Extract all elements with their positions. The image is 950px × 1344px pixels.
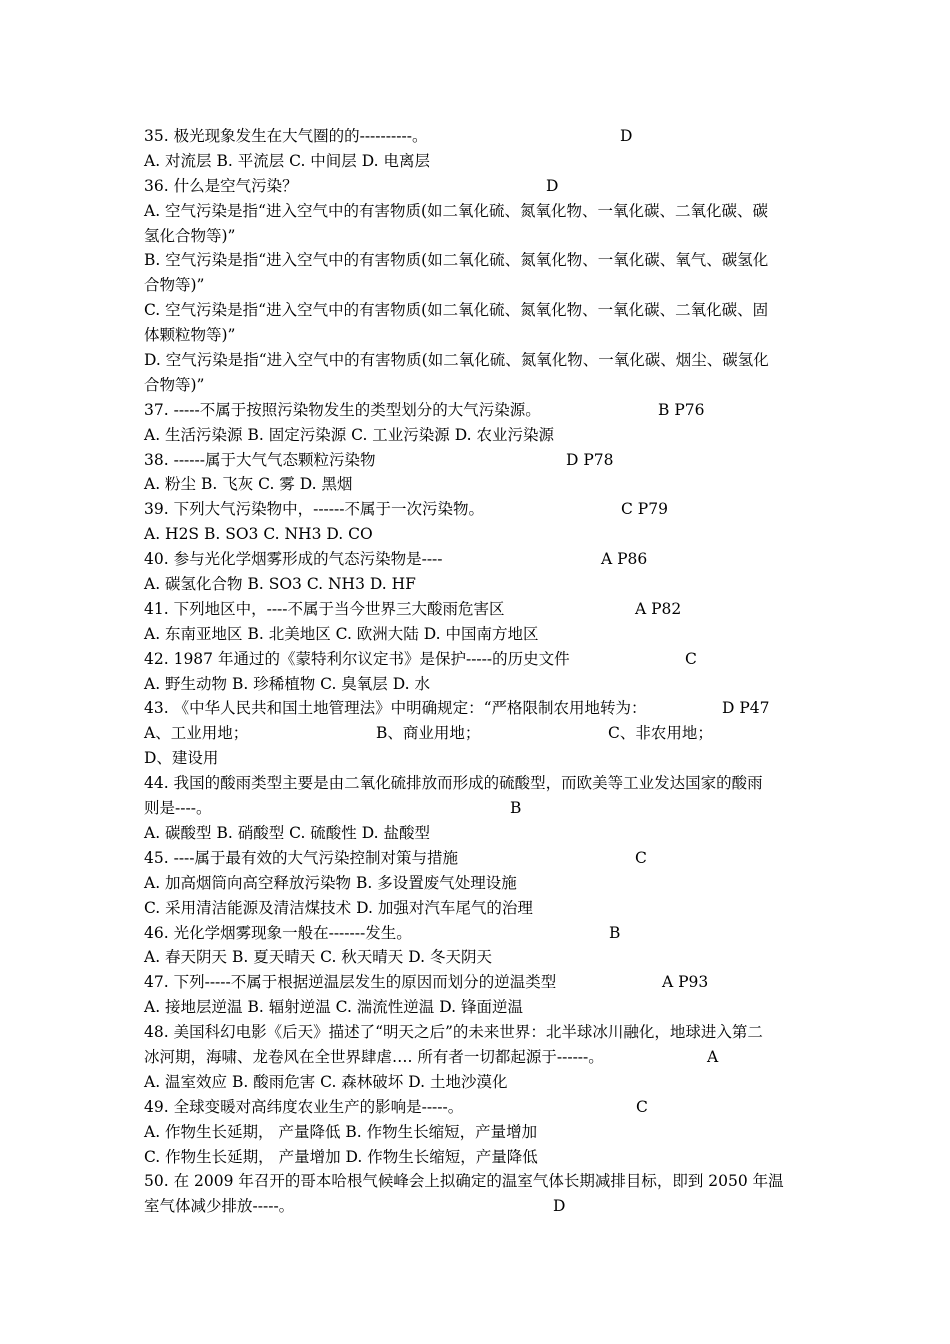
text-line	[144, 224, 810, 249]
text-line	[144, 1169, 810, 1194]
line-text: 体颗粒物等)”	[144, 326, 236, 345]
answer-key: D	[620, 127, 633, 145]
line-text: A. 接地层逆温 B. 辐射逆温 C. 湍流性逆温 D. 锋面逆温	[144, 998, 523, 1017]
line-text: 冰河期，海啸、龙卷风在全世界肆虐…. 所有者一切都起源于------。	[144, 1047, 604, 1066]
line-text: D、建设用	[144, 749, 219, 768]
line-text: A. 粉尘 B. 飞灰 C. 雾 D. 黑烟	[144, 475, 353, 494]
answer-key: C	[636, 1097, 648, 1116]
line-text: 47. 下列-----不属于根据逆温层发生的原因而划分的逆温类型	[144, 973, 557, 992]
line-text: 35. 极光现象发生在大气圈的的----------。	[144, 127, 428, 145]
text-line	[144, 1095, 810, 1120]
line-text: 则是----。	[144, 799, 212, 818]
line-text: A. 春天阴天 B. 夏天晴天 C. 秋天晴天 D. 冬天阴天	[144, 948, 492, 967]
text-line	[144, 124, 810, 149]
line-text: C. 作物生长延期， 产量增加 D. 作物生长缩短，产量降低	[144, 1147, 538, 1166]
text-line	[144, 497, 810, 522]
text-line	[144, 149, 810, 174]
line-text: D. 空气污染是指“进入空气中的有害物质(如二氧化硫、氮氧化物、一氧化碳、烟尘、碳氢化	[144, 351, 769, 370]
text-line	[144, 622, 810, 647]
line-text: C. 采用清洁能源及清洁煤技术 D. 加强对汽车尾气的治理	[144, 898, 533, 917]
text-line	[144, 472, 810, 497]
line-text: A. 东南亚地区 B. 北美地区 C. 欧洲大陆 D. 中国南方地区	[144, 624, 539, 643]
text-line	[144, 348, 810, 373]
text-line	[144, 597, 810, 622]
answer-key: D	[553, 1197, 566, 1216]
line-text: 38. ------属于大气气态颗粒污染物	[144, 450, 376, 469]
line-text: 41. 下列地区中，----不属于当今世界三大酸雨危害区	[144, 599, 505, 618]
option-text: A、工业用地；	[144, 724, 249, 743]
answer-key: A P93	[662, 973, 709, 992]
text-line	[144, 647, 810, 672]
line-text: 44. 我国的酸雨类型主要是由二氧化硫排放而形成的硫酸型，而欧美等工业发达国家的酸雨	[144, 774, 763, 793]
text-line	[144, 199, 810, 224]
text-line	[144, 672, 810, 697]
text-line	[144, 1070, 810, 1095]
text-line	[144, 1045, 810, 1070]
text-line	[144, 1120, 810, 1145]
text-line	[144, 547, 810, 572]
line-text: A. 碳酸型 B. 硝酸型 C. 硫酸性 D. 盐酸型	[144, 823, 430, 842]
line-text: A. 生活污染源 B. 固定污染源 C. 工业污染源 D. 农业污染源	[144, 425, 554, 444]
line-text: 48. 美国科幻电影《后天》描述了“明天之后”的未来世界：北半球冰川融化，地球进入第二	[144, 1023, 763, 1042]
answer-key: C	[685, 649, 697, 668]
text-line	[144, 273, 810, 298]
answer-key: A P86	[601, 550, 648, 569]
text-line	[144, 423, 810, 448]
answer-key: B	[609, 923, 621, 942]
line-text: A. 对流层 B. 平流层 C. 中间层 D. 电离层	[144, 151, 430, 170]
text-line	[144, 746, 810, 771]
text-line	[144, 522, 810, 547]
text-line	[144, 448, 810, 473]
answer-key: D P78	[566, 450, 614, 469]
option-row	[144, 721, 810, 746]
text-line	[144, 821, 810, 846]
line-text: 室气体减少排放-----。	[144, 1197, 295, 1216]
text-line	[144, 796, 810, 821]
line-text: A. 加高烟筒向高空释放污染物 B. 多设置废气处理设施	[144, 873, 517, 892]
text-line	[144, 871, 810, 896]
text-line	[144, 896, 810, 921]
line-text: 39. 下列大气污染物中，------不属于一次污染物。	[144, 500, 485, 519]
text-line	[144, 696, 810, 721]
line-text: 43. 《中华人民共和国土地管理法》中明确规定：“严格限制农用地转为：	[144, 699, 647, 718]
line-text: 40. 参与光化学烟雾形成的气态污染物是----	[144, 550, 443, 569]
text-line	[144, 771, 810, 796]
text-line	[144, 1145, 810, 1170]
text-line	[144, 373, 810, 398]
text-line	[144, 921, 810, 946]
option-text: B、商业用地；	[376, 724, 481, 743]
text-line	[144, 248, 810, 273]
line-text: 50. 在 2009 年召开的哥本哈根气候峰会上拟确定的温室气体长期减排目标，即到 2050 年温	[144, 1172, 784, 1191]
line-text: 45. ----属于最有效的大气污染控制对策与措施	[144, 848, 459, 867]
line-text: 氢化合物等)”	[144, 226, 236, 245]
text-line	[144, 970, 810, 995]
question-list	[144, 124, 810, 1219]
line-text: 42. 1987 年通过的《蒙特利尔议定书》是保护-----的历史文件	[144, 649, 570, 668]
answer-key: D P47	[722, 699, 770, 718]
text-line	[144, 174, 810, 199]
text-line	[144, 1194, 810, 1219]
answer-key: A P82	[635, 599, 682, 618]
line-text: 49. 全球变暖对高纬度农业生产的影响是-----。	[144, 1097, 464, 1116]
line-text: 合物等)”	[144, 375, 205, 394]
answer-key: C	[635, 848, 647, 867]
line-text: 合物等)”	[144, 276, 205, 295]
text-line	[144, 398, 810, 423]
text-line	[144, 1020, 810, 1045]
answer-key: B P76	[658, 400, 705, 419]
line-text: A. 作物生长延期， 产量降低 B. 作物生长缩短，产量增加	[144, 1122, 538, 1141]
text-line	[144, 995, 810, 1020]
line-text: A. 野生动物 B. 珍稀植物 C. 臭氧层 D. 水	[144, 674, 430, 693]
line-text: B. 空气污染是指“进入空气中的有害物质(如二氧化硫、氮氧化物、一氧化碳、氧气、碳氢化	[144, 251, 769, 270]
answer-key: A	[707, 1047, 719, 1066]
option-text: C、非农用地；	[608, 724, 713, 743]
line-text: A. 温室效应 B. 酸雨危害 C. 森林破坏 D. 土地沙漠化	[144, 1072, 508, 1091]
line-text: A. 碳氢化合物 B. SO3 C. NH3 D. HF	[144, 575, 416, 594]
answer-key: D	[546, 176, 559, 195]
answer-key: C P79	[621, 500, 668, 519]
text-line	[144, 323, 810, 348]
text-line	[144, 572, 810, 597]
answer-key: B	[510, 799, 522, 818]
text-line	[144, 945, 810, 970]
line-text: 46. 光化学烟雾现象一般在-------发生。	[144, 923, 412, 942]
line-text: 37. -----不属于按照污染物发生的类型划分的大气污染源。	[144, 400, 541, 419]
text-line	[144, 846, 810, 871]
text-line	[144, 298, 810, 323]
line-text: A. H2S B. SO3 C. NH3 D. CO	[144, 525, 373, 544]
line-text: C. 空气污染是指“进入空气中的有害物质(如二氧化硫、氮氧化物、一氧化碳、二氧化碳、固	[144, 301, 769, 320]
line-text: A. 空气污染是指“进入空气中的有害物质(如二氧化硫、氮氧化物、一氧化碳、二氧化碳、碳	[144, 201, 769, 220]
line-text: 36. 什么是空气污染？	[144, 176, 298, 195]
